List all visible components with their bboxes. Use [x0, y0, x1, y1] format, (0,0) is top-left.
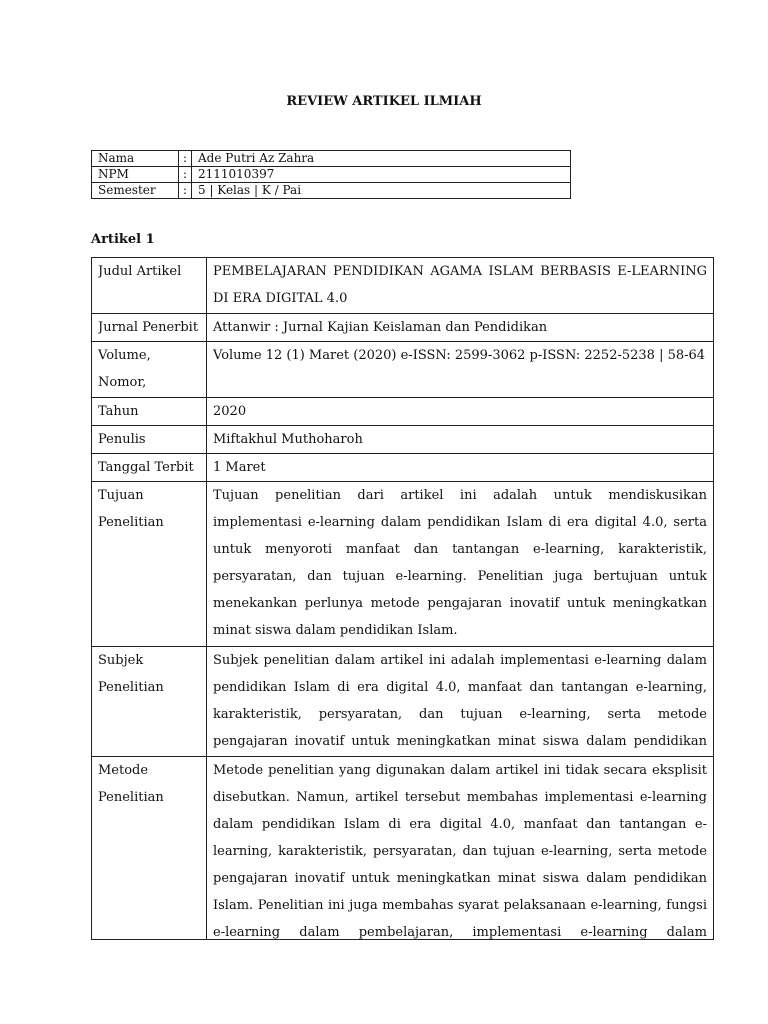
article-table — [91, 257, 714, 940]
article-field-label: Jurnal Penerbit — [92, 314, 207, 342]
article-field-value: Miftakhul Muthoharoh — [207, 426, 714, 454]
identity-row-nama — [92, 151, 571, 167]
article-field-value: 1 Maret — [207, 454, 714, 482]
article-field-label: Penulis — [92, 426, 207, 454]
article-field-value: Subjek penelitian dalam artikel ini adalah implementasi e-learning dalam pendidikan Islam di era digital 4.0, manfaat dan tantangan e-learning, karakteristik, persyaratan, dan tujuan e-learning, serta metode pengajaran inovatif untuk meningkatkan minat siswa dalam pendidikan — [207, 647, 714, 757]
article-field-label: Tahun — [92, 398, 207, 426]
article-field-value: 2020 — [207, 398, 714, 426]
identity-label: NPM — [92, 167, 179, 183]
article-row-metode — [92, 757, 714, 940]
article-row-tujuan — [92, 482, 714, 647]
article-field-value: PEMBELAJARAN PENDIDIKAN AGAMA ISLAM BERBASIS E-LEARNING DI ERA DIGITAL 4.0 — [207, 258, 714, 314]
article-row-judul — [92, 258, 714, 314]
identity-label: Semester — [92, 183, 179, 199]
identity-row-npm — [92, 167, 571, 183]
document-title: REVIEW ARTIKEL ILMIAH — [286, 94, 482, 109]
article-row-subjek — [92, 647, 714, 757]
article-field-value: Tujuan penelitian dari artikel ini adalah untuk mendiskusikan implementasi e-learning dalam pendidikan Islam di era digital 4.0, serta untuk menyoroti manfaat dan tantangan e-learning, karakteristik, persyaratan, dan tujuan e-learning. Penelitian juga bertujuan untuk menekankan perlunya metode pengajaran inovatif untuk meningkatkan minat siswa dalam pendidikan Islam. — [207, 482, 714, 647]
article-row-tahun — [92, 398, 714, 426]
identity-separator: : — [179, 151, 192, 167]
article-field-label: Subjek Penelitian — [92, 647, 207, 757]
identity-label: Nama — [92, 151, 179, 167]
article-field-value: Attanwir : Jurnal Kajian Keislaman dan Pendidikan — [207, 314, 714, 342]
article-row-volume — [92, 342, 714, 398]
section-label: Artikel 1 — [91, 232, 155, 247]
article-field-label: Volume, Nomor, — [92, 342, 207, 398]
identity-value: 5 | Kelas | K / Pai — [192, 183, 571, 199]
identity-value: Ade Putri Az Zahra — [192, 151, 571, 167]
identity-row-semester — [92, 183, 571, 199]
article-field-label: Metode Penelitian — [92, 757, 207, 940]
article-row-jurnal — [92, 314, 714, 342]
article-field-label: Tujuan Penelitian — [92, 482, 207, 647]
article-field-value: Metode penelitian yang digunakan dalam artikel ini tidak secara eksplisit disebutkan. Namun, artikel tersebut membahas implementasi e-learning dalam pendidikan Islam di era digital 4.0, manfaat dan tantangan e-learning, karakteristik, persyaratan, dan tujuan e-learning, serta metode pengajaran inovatif untuk meningkatkan minat siswa dalam pendidikan Islam. Penelitian ini juga membahas syarat pelaksanaan e-learning, fungsi e-learning dalam pembelajaran, implementasi e-learning dalam — [207, 757, 714, 940]
identity-value: 2111010397 — [192, 167, 571, 183]
identity-separator: : — [179, 183, 192, 199]
article-field-value: Volume 12 (1) Maret (2020) e-ISSN: 2599-3062 p-ISSN: 2252-5238 | 58-64 — [207, 342, 714, 398]
article-row-penulis — [92, 426, 714, 454]
article-field-label: Judul Artikel — [92, 258, 207, 314]
identity-table — [91, 150, 571, 199]
article-field-label: Tanggal Terbit — [92, 454, 207, 482]
identity-separator: : — [179, 167, 192, 183]
article-row-tanggal — [92, 454, 714, 482]
